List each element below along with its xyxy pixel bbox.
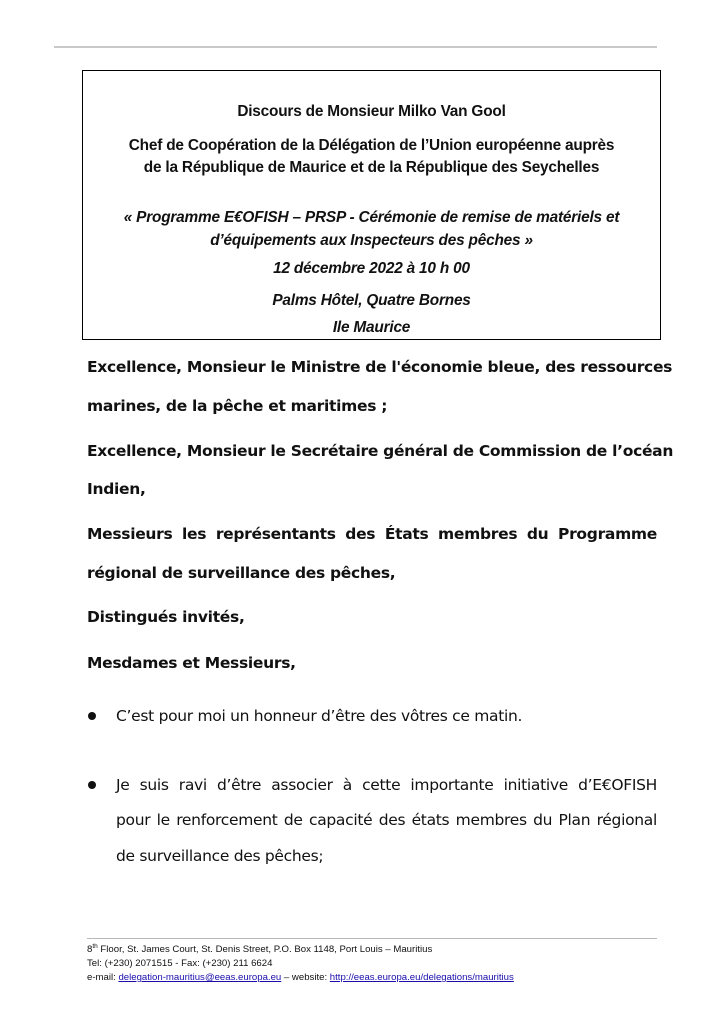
salutation-2-line2: Indien, — [87, 480, 146, 498]
footer-email-label: e-mail: — [87, 972, 119, 983]
salutation-1-line2: marines, de la pêche et maritimes ; — [87, 397, 388, 415]
footer-address — [87, 944, 432, 956]
event-line2: d’équipements aux Inspecteurs des pêches » — [210, 232, 533, 249]
salutation-2-line1: Excellence, Monsieur le Secrétaire général de Commission de l’océan — [87, 442, 674, 460]
footer-divider — [87, 938, 657, 939]
bullet-2-line2: pour le renforcement de capacité des états membres du Plan régional — [116, 811, 657, 829]
event-venue: Palms Hôtel, Quatre Bornes — [272, 292, 471, 309]
speaker-role-line2: de la République de Maurice et de la République des Seychelles — [143, 159, 600, 176]
title-box — [82, 70, 661, 340]
salutation-1-line1: Excellence, Monsieur le Ministre de l'économie bleue, des ressources — [87, 358, 673, 376]
top-divider — [54, 46, 657, 48]
footer-email-link[interactable]: delegation-mauritius@eeas.europa.eu — [118, 972, 282, 983]
footer-address-rest: Floor, St. James Court, St. Denis Street, P.O. Box 1148, Port Louis – Mauritius — [97, 944, 433, 955]
bullet-2-line3: de surveillance des pêches; — [116, 847, 324, 865]
salutation-3-line2: régional de surveillance des pêches, — [87, 564, 396, 582]
bullet-dot-2 — [88, 781, 96, 789]
bullet-dot-1 — [88, 712, 96, 720]
salutation-3-line1: Messieurs les représentants des États membres du Programme — [87, 525, 657, 543]
speaker-role-line1: Chef de Coopération de la Délégation de l’Union européenne auprès — [128, 137, 615, 154]
speech-title: Discours de Monsieur Milko Van Gool — [237, 103, 506, 120]
footer-website-label: – website: — [281, 972, 330, 983]
footer-website-link[interactable]: http://eeas.europa.eu/delegations/mauritius — [329, 972, 514, 983]
salutation-5: Mesdames et Messieurs, — [87, 654, 296, 672]
event-date: 12 décembre 2022 à 10 h 00 — [273, 260, 470, 277]
footer-address-floor: 8 — [87, 944, 93, 955]
footer-contact — [87, 972, 514, 984]
footer-phone: Tel: (+230) 2071515 - Fax: (+230) 211 6624 — [87, 958, 273, 969]
salutation-4: Distingués invités, — [87, 608, 245, 626]
event-location: Ile Maurice — [332, 319, 411, 336]
bullet-2-line1: Je suis ravi d’être associer à cette importante initiative d’E€OFISH — [116, 776, 657, 794]
footer-address-ordinal: th — [92, 942, 98, 950]
event-line1: « Programme E€OFISH – PRSP - Cérémonie de remise de matériels et — [123, 209, 620, 226]
bullet-1-line1: C’est pour moi un honneur d’être des vôtres ce matin. — [116, 707, 523, 725]
